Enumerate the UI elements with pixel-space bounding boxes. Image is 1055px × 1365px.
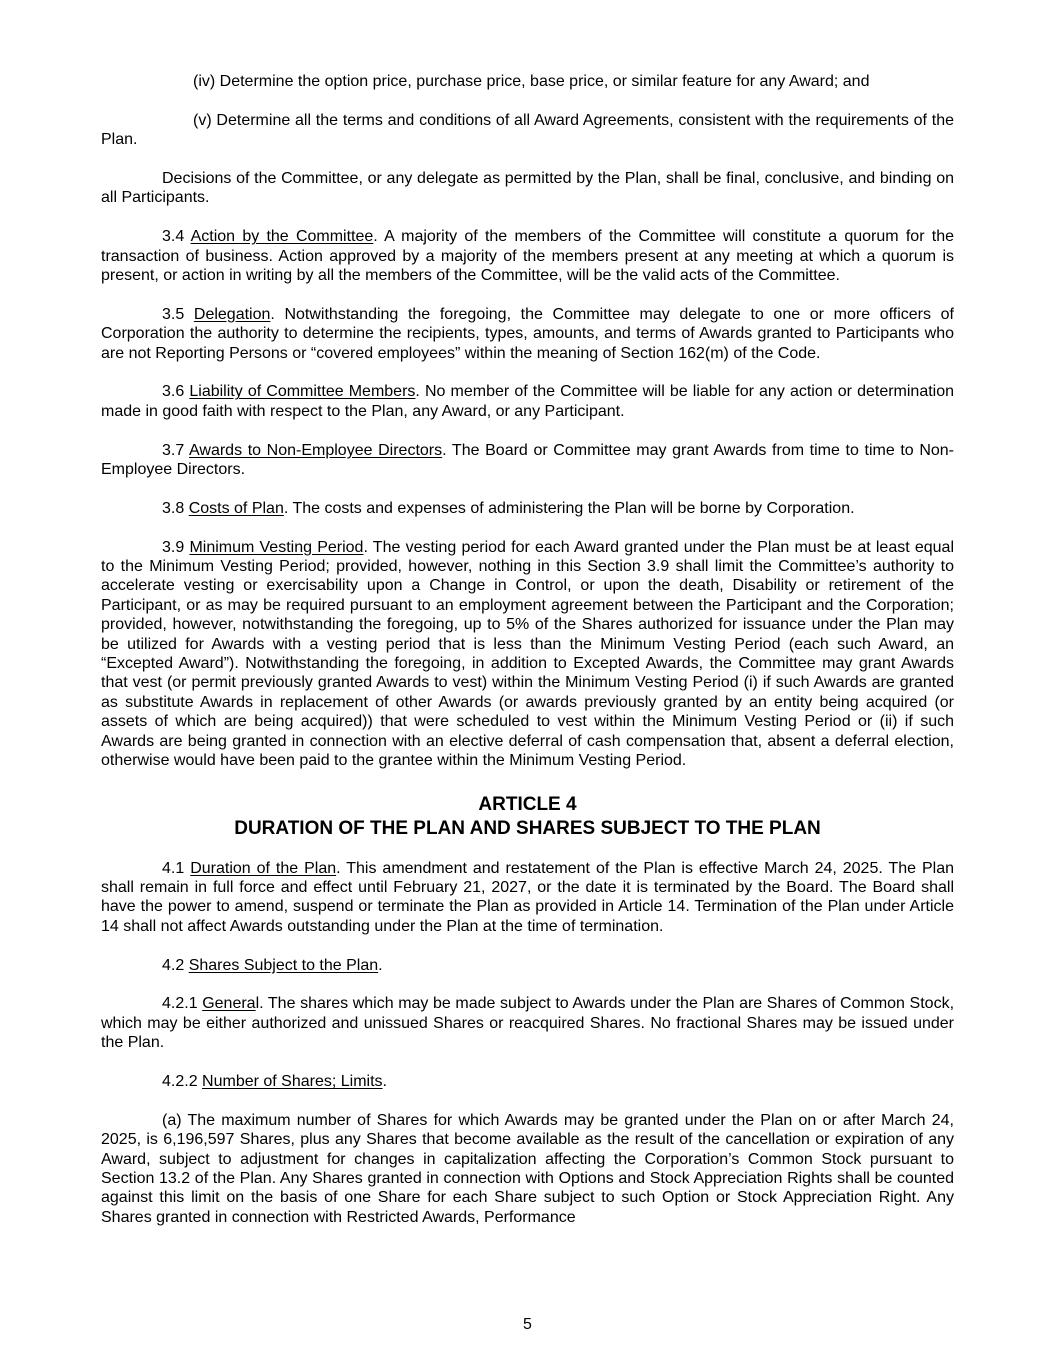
section-3-7: 3.7 Awards to Non-Employee Directors. The Board or Committee may grant Awards from time to time to Non-Employee Directors. [101,441,955,479]
section-3-8-heading: Costs of Plan [188,499,284,517]
section-4-2-1-heading: Genera [202,995,256,1013]
section-3-8: 3.8 Costs of Plan. The costs and expenses of administering the Plan will be borne by Corporation. [162,499,855,517]
section-3-4: 3.4 Action by the Committee. A majority of the members of the Committee will constitute a quorum for the transaction of business. Action approved by a majority of the members present at any meeting at which a quorum is present, or action in writing by all the members of the Committee, will be the valid acts of the Committee. [101,228,955,285]
section-4-2-1: 4.2.1 General. The shares which may be made subject to Awards under the Plan are Shares of Common Stock, which may be either authorized and unissued Shares or reacquired Shares. No fractional Shares may be issued under the Plan. [101,995,955,1052]
section-3-6: 3.6 Liability of Committee Members. No member of the Committee will be liable for any action or determination made in good faith with respect to the Plan, any Award, or any Participant. [101,383,955,420]
section-3-9: 3.9 Minimum Vesting Period. The vesting period for each Award granted under the Plan must be at least equal to the Minimum Vesting Period; provided, however, nothing in this Section 3.9 shall limit the Committee’s authority to accelerate vesting or exercisability upon a Change in Control, or upon the death, Disability or retirement of the Participant, or as may be required pursuant to an employment agreement between the Participant and the Corporation; provided, however, notwithstanding the foregoing, up to 5% of the Shares authorized for issuance under the Plan may be utilized for Awards with a vesting period that is less than the Minimum Vesting Period (each such Award, an “Excepted Award”). Notwithstanding the foregoing, in addition to Excepted Awards, the Committee may grant Awards that vest (or permit previously granted Awards to vest) within the Minimum Vesting Period (i) if such Awards are granted as substitute Awards in replacement of other Awards (or awards previously granted by an entity being acquired (or assets of which are being acquired)) that were scheduled to vest within the Minimum Vesting Period or (ii) if such Awards are being granted in connection with an elective deferral of cash compensation that, absent a deferral election, otherwise would have been paid to the grantee within the Minimum Vesting Period. [101,538,954,770]
article-title: DURATION OF THE PLAN AND SHARES SUBJECT TO THE PLAN [234,817,821,839]
section-3-5: 3.5 Delegation. Notwithstanding the foregoing, the Committee may delegate to one or more officers of Corporation the authority to determine the recipients, types, amounts, and terms of Awards granted to Participants who are not Reporting Persons or “covered employees” within the meaning of Section 162(m) of the Code. [101,305,954,362]
section-4-2-2-heading: Number of Shares; Limits [202,1072,383,1090]
article-heading [101,793,954,841]
decisions-paragraph: Decisions of the Committee, or any delegate as permitted by the Plan, shall be final, conclusive, and binding on all Participants. [101,170,954,207]
item-v: (v) Determine all the terms and conditions of all Award Agreements, consistent with the requirements of the Plan. [101,111,954,149]
item-iv: (iv) Determine the option price, purchase price, base price, or similar feature for any Award; and [193,73,870,90]
section-4-2-2: 4.2.2 Number of Shares; Limits. [162,1072,387,1090]
section-3-9-heading: Minimum Vesting Period [189,538,364,556]
page-number: 5 [523,1316,532,1333]
paragraph-a: (a) The maximum number of Shares for which Awards may be granted under the Plan on or after March 24, 2025, is 6,196,597 Shares, plus any Shares that become available as the result of the cancellation or expiration of any Award, subject to adjustment for changes in capitalization affecting the Corporation’s Common Stock pursuant to Section 13.2 of the Plan. Any Shares granted in connection with Options and Stock Appreciation Rights shall be counted against this limit on the basis of one Share for each Share subject to such Option or Stock Appreciation Right. Any Shares granted in connection with Restricted Awards, Performance [101,1111,954,1226]
document-page [101,72,954,1247]
section-4-1: 4.1 Duration of the Plan. This amendment and restatement of the Plan is effective March 24, 2025. The Plan shall remain in full force and effect until February 21, 2027, or the date it is terminated by the Board. The Board shall have the power to amend, suspend or terminate the Plan as provided in Article 14. Termination of the Plan under Article 14 shall not affect Awards outstanding under the Plan at the time of termination. [101,859,955,935]
section-4-2: 4.2 Shares Subject to the Plan. [162,956,383,974]
section-4-2-heading: Shares Subject to the Plan [188,956,379,974]
section-4-1-heading: Duration of the Plan [190,859,337,877]
section-3-6-heading: Liability of Committee Members [189,383,416,401]
section-3-5-heading: Delegation [193,305,271,323]
article-number: ARTICLE 4 [478,793,577,815]
section-3-7-heading: Awards to Non-Employee Directors [189,441,443,459]
section-3-4-heading: Action by the Committee [190,228,374,246]
